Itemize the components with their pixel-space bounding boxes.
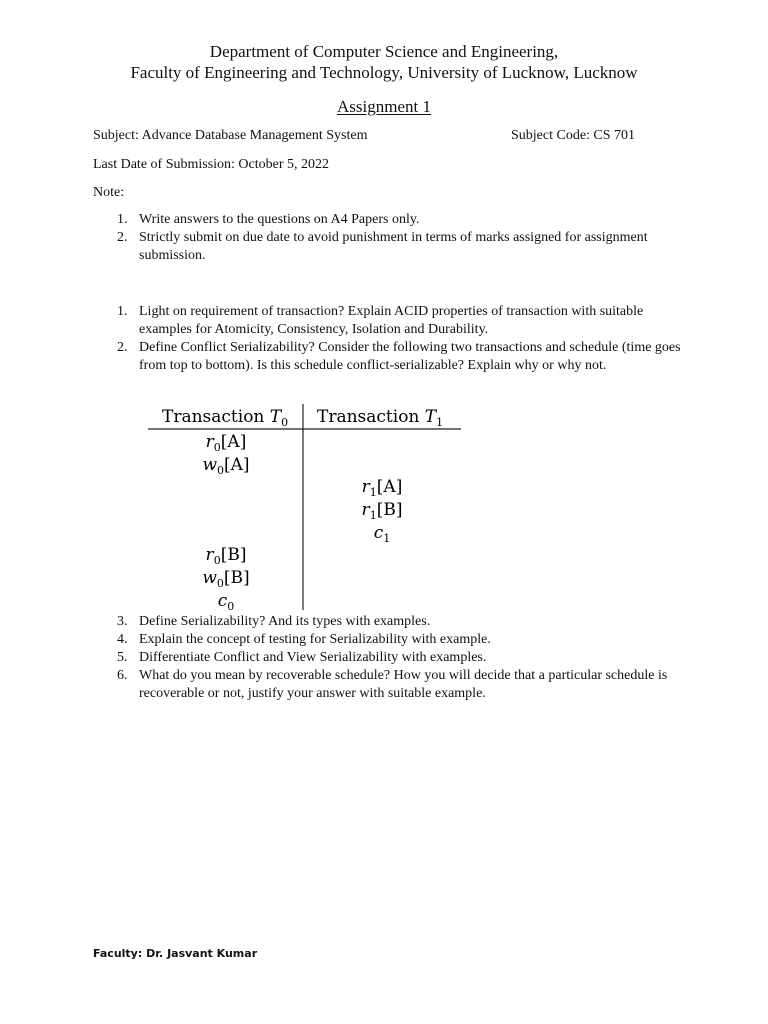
- assignment-title: [0, 97, 768, 117]
- t0-op: $r_0[B]$: [205, 545, 247, 567]
- question-number: 3.: [117, 614, 128, 629]
- col1-header: Transaction $T_1$: [317, 407, 444, 429]
- last-date-line: Last Date of Submission: October 5, 2022: [93, 157, 330, 172]
- t0-op: $r_0[A]$: [205, 432, 247, 454]
- question-text: Define Conflict Serializability? Consider the following two transactions and schedule (time goes from top to bottom). Is this schedule conflict-serializable? Explain why or why not.: [139, 340, 681, 373]
- t0-op: $w_0[A]$: [202, 455, 250, 477]
- question-number: 5.: [117, 650, 128, 665]
- note-number: 2.: [117, 230, 128, 245]
- question-text: What do you mean by recoverable schedule? How you will decide that a particular schedule is recoverable or not, justify your answer with suitable example.: [139, 668, 668, 701]
- question-item: [93, 303, 693, 339]
- schedule-table: [148, 402, 468, 612]
- question-item: [93, 667, 693, 703]
- questions-list-a: [93, 303, 693, 375]
- t1-commit: $c_1$: [373, 523, 391, 545]
- question-number: 6.: [117, 668, 128, 683]
- subject-line: Subject: Advance Database Management System: [93, 128, 368, 143]
- question-text: Differentiate Conflict and View Serializability with examples.: [139, 650, 487, 665]
- note-item: [93, 211, 683, 229]
- question-item: [93, 631, 693, 649]
- notes-list: [93, 211, 683, 265]
- t0-op: $w_0[B]$: [202, 568, 250, 590]
- department-heading: Department of Computer Science and Engineering,: [209, 42, 559, 61]
- questions-list-b: [93, 613, 693, 703]
- question-item: [93, 649, 693, 667]
- faculty-footer: Faculty: Dr. Jasvant Kumar: [93, 947, 258, 960]
- question-item: [93, 613, 693, 631]
- note-item: [93, 229, 683, 265]
- faculty-heading: Faculty of Engineering and Technology, University of Lucknow, Lucknow: [130, 63, 638, 82]
- t0-commit: $c_0$: [217, 591, 235, 612]
- note-text: Strictly submit on due date to avoid punishment in terms of marks assigned for assignment submission.: [139, 230, 648, 263]
- note-label: Note:: [93, 185, 125, 200]
- question-item: [93, 339, 693, 375]
- col0-header: Transaction $T_0$: [162, 407, 289, 429]
- note-text: Write answers to the questions on A4 Papers only.: [139, 212, 420, 227]
- question-text: Define Serializability? And its types with examples.: [139, 614, 431, 629]
- question-text: Explain the concept of testing for Serializability with example.: [139, 632, 491, 647]
- note-number: 1.: [117, 212, 128, 227]
- t1-op: $r_1[B]$: [361, 500, 403, 522]
- subject-code: Subject Code: CS 701: [511, 128, 636, 143]
- question-number: 4.: [117, 632, 128, 647]
- question-text: Light on requirement of transaction? Explain ACID properties of transaction with suitable examples for Atomicity, Consistency, Isolation and Durability.: [139, 304, 644, 337]
- assignment-title-text: Assignment 1: [337, 97, 431, 116]
- question-number: 1.: [117, 304, 128, 319]
- question-number: 2.: [117, 340, 128, 355]
- t1-op: $r_1[A]$: [361, 477, 403, 499]
- schedule-svg: [148, 402, 468, 612]
